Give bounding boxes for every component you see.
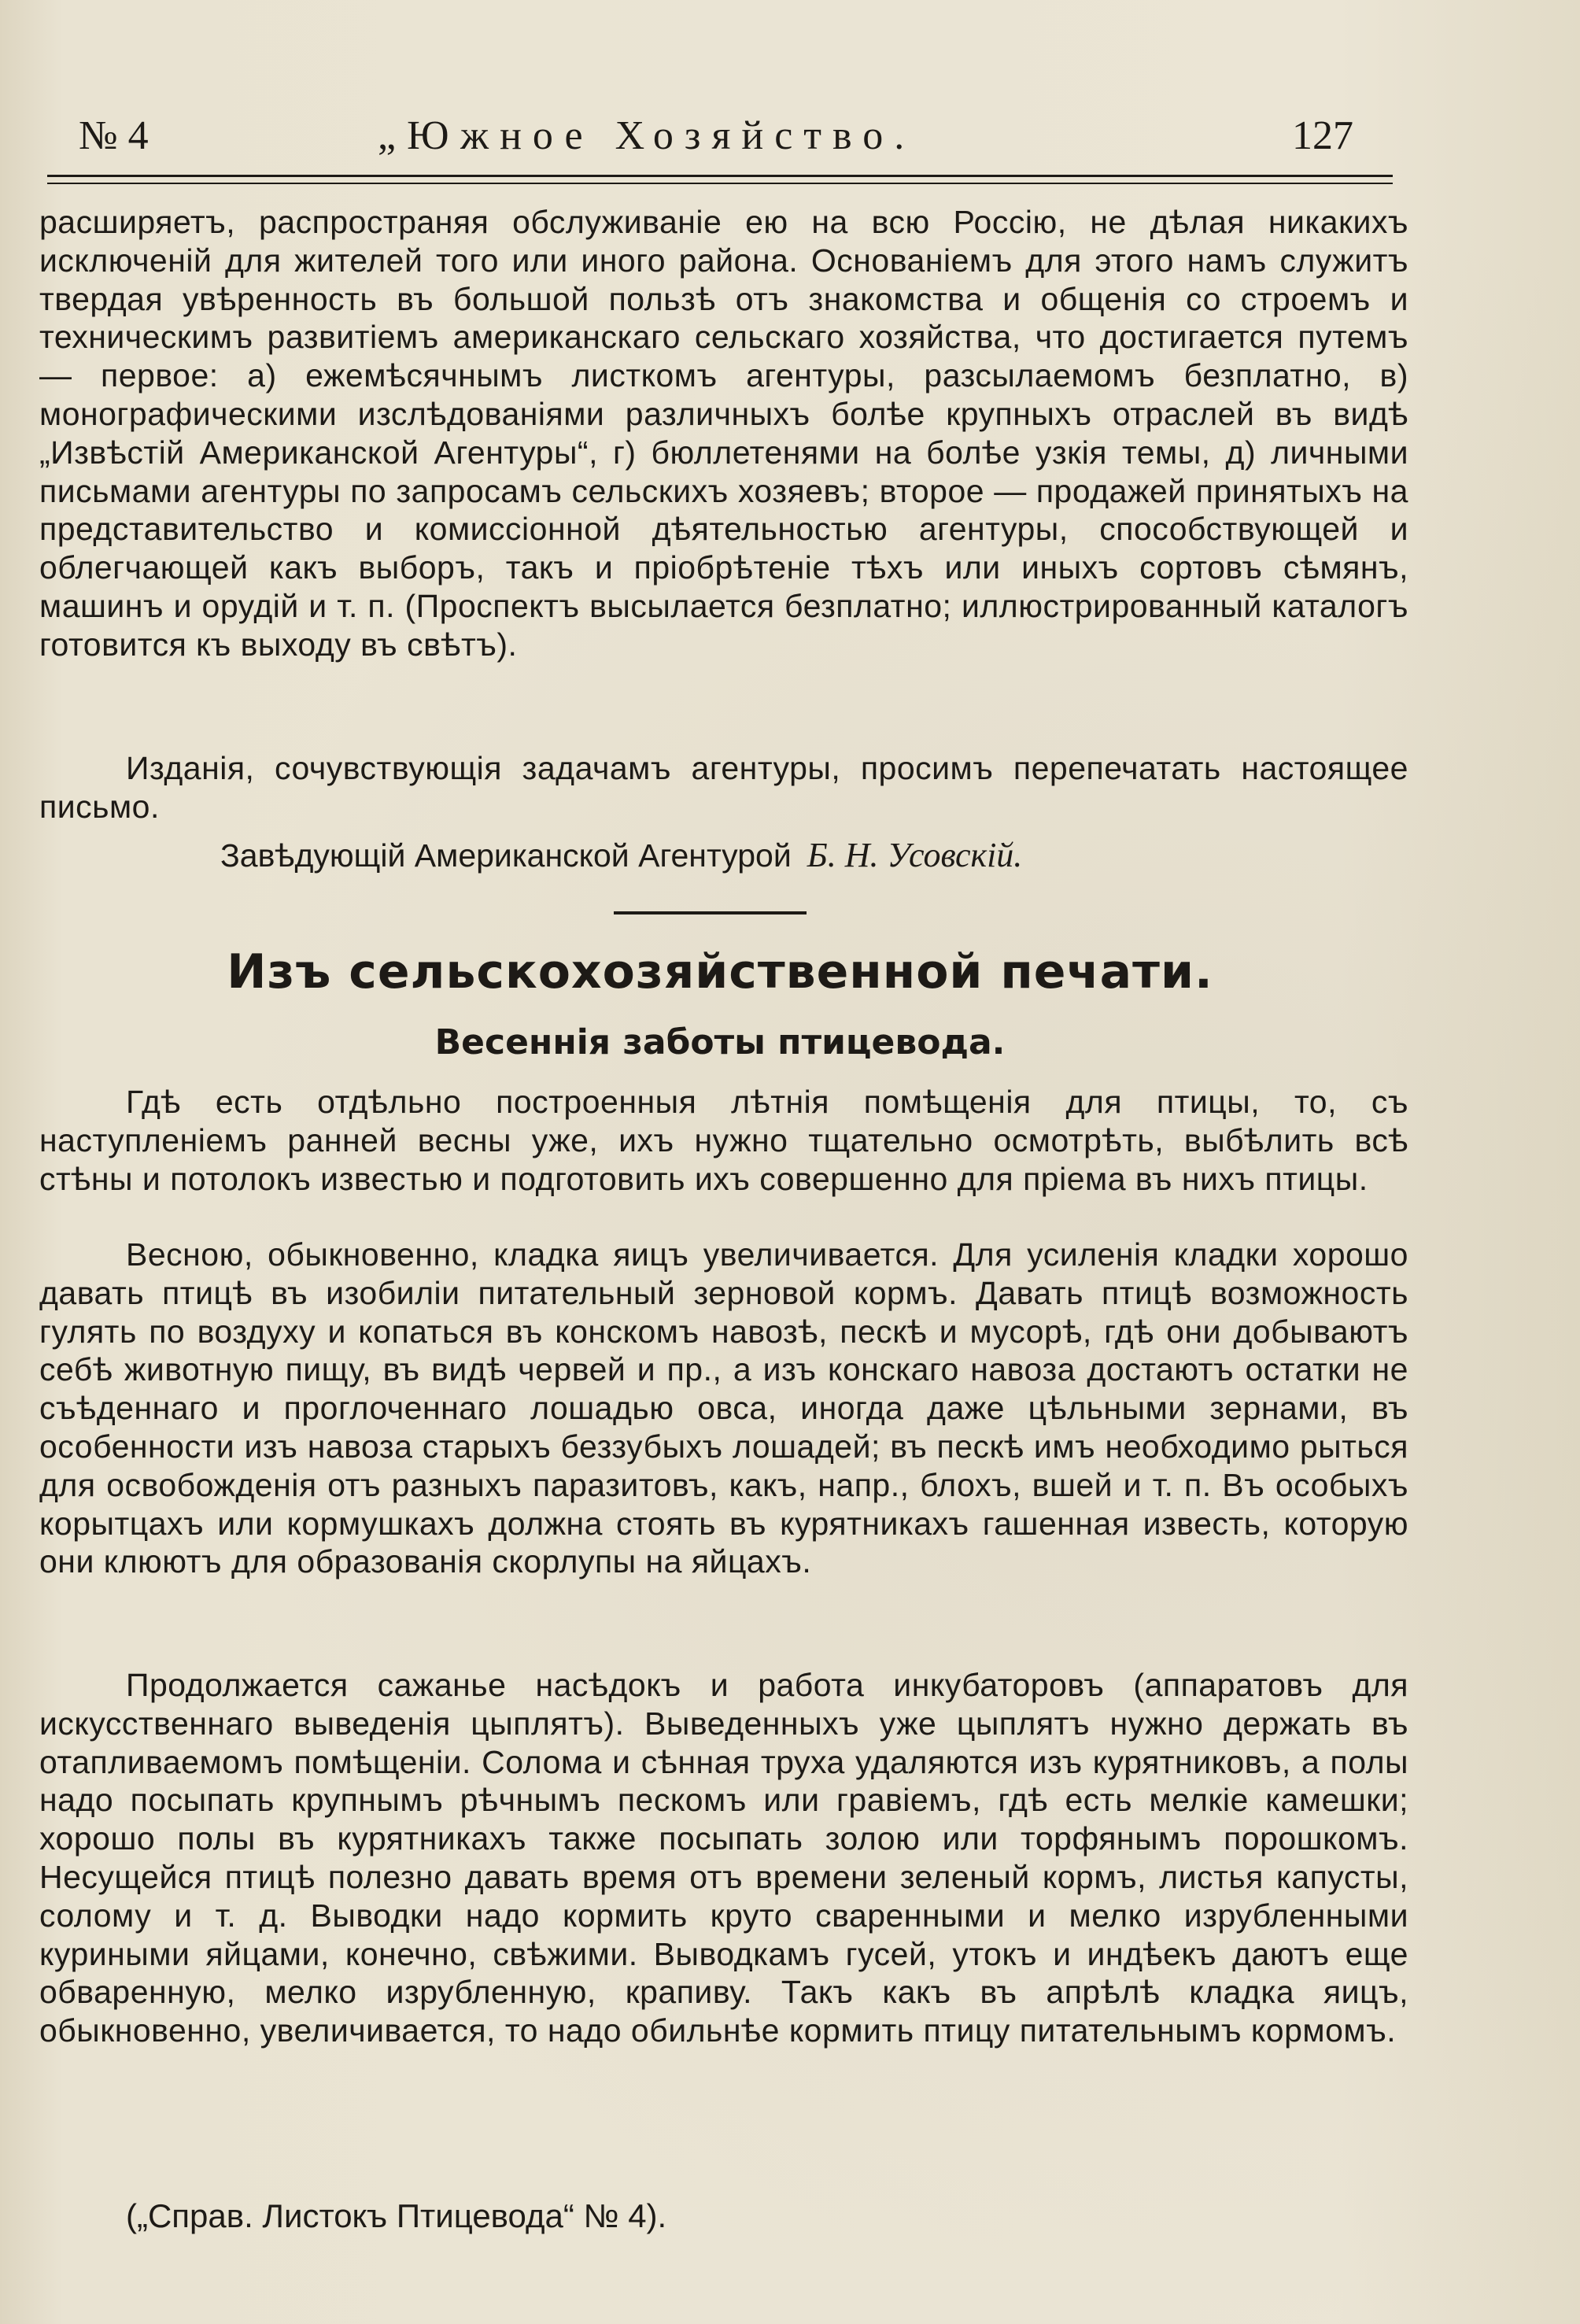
letter-signature <box>220 836 1369 875</box>
issue-number: № 4 <box>79 113 149 158</box>
journal-title: „Южное Хозяйство. <box>378 113 916 158</box>
section-heading: Изъ сельскохозяйственной печати. <box>227 944 1213 999</box>
signature-role: Завѣдующій Американской Агентурой <box>220 837 792 874</box>
article-source: („Справ. Листокъ Птицевода“ № 4). <box>126 2197 667 2234</box>
header-rule-top <box>47 175 1393 177</box>
letter-paragraph-2: Изданія, сочувствующія задачамъ агентуры, просимъ перепечатать настоящее письмо. <box>39 750 1408 825</box>
article-title: Весеннія заботы птицевода. <box>434 1022 1006 1062</box>
article-paragraph-2: Весною, обыкновенно, кладка яицъ увеличивается. Для усиленія кладки хорошо давать птицѣ въ изобиліи питательный зерновой кормъ. Давать птицѣ возможность гулять по воздуху и копаться въ конскомъ навозѣ, пескѣ и мусорѣ, гдѣ они добываютъ себѣ животную пищу, въ видѣ червей и пр., а изъ конскаго навоза достаютъ остатки не съѣденнаго и проглоченнаго лошадью овса, иногда даже цѣльными зернами, въ особенности изъ навоза старыхъ беззубыхъ лошадей; въ пескѣ имъ необходимо рыться для освобожденія отъ разныхъ паразитовъ, какъ, напр., блохъ, вшей и т. п. Въ особыхъ корытцахъ или кормушкахъ должна стоять въ курятникахъ гашенная известь, которую они клюютъ для образованія скорлупы на яйцахъ. <box>39 1236 1408 1580</box>
page-number: 127 <box>1292 113 1353 158</box>
section-divider <box>614 911 807 914</box>
header-rule-bottom <box>47 183 1393 184</box>
letter-paragraph-1: расширяетъ, распространяя обслуживаніе ею на всю Россію, не дѣлая никакихъ исключеній для жителей того или иного района. Основаніемъ для этого намъ служитъ твердая увѣренность въ большой пользѣ отъ знакомства и общенія со строемъ и техническимъ развитіемъ американскаго сельскаго хозяйства, что достигается путемъ — первое: а) ежемѣсячнымъ листкомъ агентуры, разсылаемомъ безплатно, в) монографическими изслѣдованіями различныхъ болѣе крупныхъ отраслей въ видѣ „Извѣстій Американской Агентуры“, г) бюллетенями на болѣе узкія темы, д) личными письмами агентуры по запросамъ сельскихъ хозяевъ; второе — продажей принятыхъ на представительство и комиссіонной дѣятельностью агентуры, способствующей и облегчающей какъ выборъ, такъ и пріобрѣтеніе тѣхъ или иныхъ сортовъ сѣмянъ, машинъ и орудій и т. п. (Проспектъ высылается безплатно; иллюстрированный каталогъ готовится къ выходу въ свѣтъ). <box>39 204 1408 663</box>
article-paragraph-1: Гдѣ есть отдѣльно построенныя лѣтнія помѣщенія для птицы, то, съ наступленіемъ ранней весны уже, ихъ нужно тщательно осмотрѣть, выбѣлить всѣ стѣны и потолокъ известью и подготовить ихъ совершенно для пріема въ нихъ птицы. <box>39 1084 1408 1197</box>
signature-name: Б. Н. Усовскій. <box>807 836 1023 874</box>
article-paragraph-3: Продолжается сажанье насѣдокъ и работа инкубаторовъ (аппаратовъ для искусственнаго выведенія цыплятъ). Выведенныхъ уже цыплятъ нужно держать въ отапливаемомъ помѣщеніи. Солома и сѣнная труха удаляются изъ курятниковъ, а полы надо посыпать крупнымъ рѣчнымъ пескомъ или гравіемъ, гдѣ есть мелкіе камешки; хорошо полы въ курятникахъ также посыпать золою или торфянымъ порошкомъ. Несущейся птицѣ полезно давать время отъ времени зеленый кормъ, листья капусты, солому и т. д. Выводки надо кормить круто сваренными и мелко изрубленными куриными яйцами, конечно, свѣжими. Выводкамъ гусей, утокъ и индѣекъ даютъ еще обваренную, мелко изрубленную, крапиву. Такъ какъ въ апрѣлѣ кладка яицъ, обыкновенно, увеличивается, то надо обильнѣе кормить птицу питательнымъ кормомъ. <box>39 1667 1408 2049</box>
running-header <box>79 109 1353 164</box>
